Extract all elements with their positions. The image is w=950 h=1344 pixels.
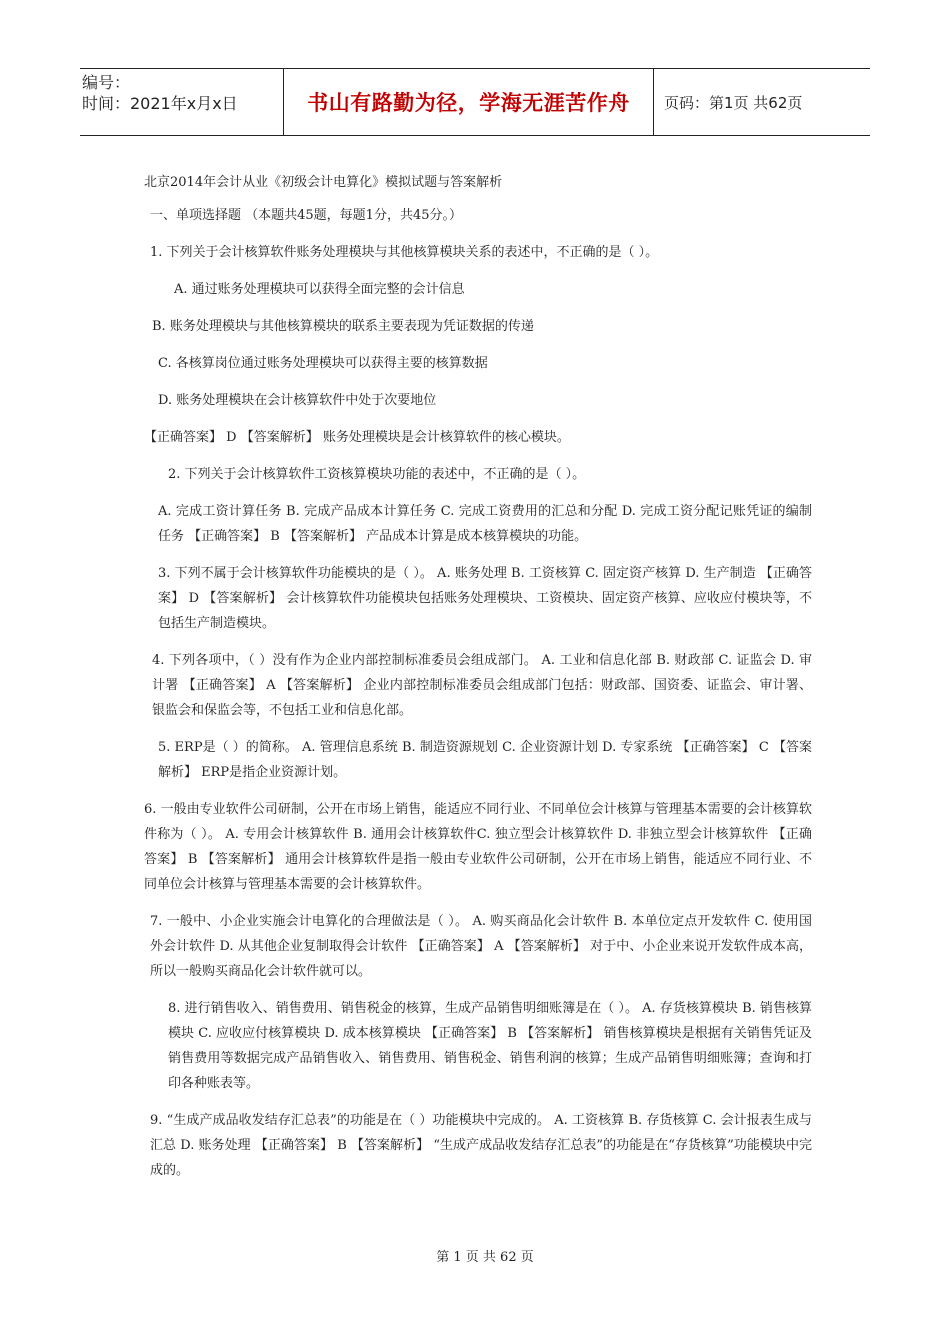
header-motto: 书山有路勤为径，学海无涯苦作舟: [284, 69, 654, 135]
document-body: [144, 170, 812, 1195]
document-title: 北京2014年会计从业《初级会计电算化》模拟试题与答案解析: [144, 175, 503, 190]
question-1-option-b: B. 账务处理模块与其他核算模块的联系主要表现为凭证数据的传递: [152, 319, 534, 334]
question-6-body: 6. 一般由专业软件公司研制，公开在市场上销售，能适应不同行业、不同单位会计核算与管理基本需要的会计核算软件称为（ ）。 A. 专用会计核算软件 B. 通用会计核算软件C. 独立型会计核算软件 D. 非独立型会计核算软件 【正确答案】 B 【答案解析】 通用会计核算软件是指一般由专业软件公司研制，公开在市场上销售，能适应不同行业、不同单位会计核算与管理基本需要的会计核算软件。: [144, 802, 812, 892]
question-9-body: 9. “生成产成品收发结存汇总表”的功能是在（ ）功能模块中完成的。 A. 工资核算 B. 存货核算 C. 会计报表生成与汇总 D. 账务处理 【正确答案】 B 【答案解析】 “生成产成品收发结存汇总表”的功能是在“存货核算”功能模块中完成的。: [150, 1113, 812, 1178]
header-meta: [80, 69, 284, 135]
page-footer: 第 1 页 共 62 页: [436, 1250, 534, 1265]
document-number-label: 编号：: [82, 73, 131, 92]
question-5-body: 5. ERP是（ ）的简称。 A. 管理信息系统 B. 制造资源规划 C. 企业资源计划 D. 专家系统 【正确答案】 C 【答案解析】 ERP是指企业资源计划。: [158, 740, 812, 780]
document-time-label: 时间：2021年x月x日: [82, 94, 238, 113]
section-heading: 一、单项选择题 （本题共45题，每题1分，共45分。）: [150, 208, 462, 223]
question-4-body: 4. 下列各项中，（ ）没有作为企业内部控制标准委员会组成部门。 A. 工业和信息化部 B. 财政部 C. 证监会 D. 审计署 【正确答案】 A 【答案解析】 企业内部控制标准委员会组成部门包括：财政部、国资委、证监会、审计署、银监会和保监会等，不包括工业和信息化部。: [152, 653, 812, 718]
question-2: 2. 下列关于会计核算软件工资核算模块功能的表述中，不正确的是（ ）。: [168, 467, 586, 482]
question-1-option-a: A. 通过账务处理模块可以获得全面完整的会计信息: [174, 282, 465, 297]
question-1-option-c: C. 各核算岗位通过账务处理模块可以获得主要的核算数据: [158, 356, 488, 371]
question-1: 1. 下列关于会计核算软件账务处理模块与其他核算模块关系的表述中，不正确的是（ ）。: [150, 245, 659, 260]
page-header: [80, 68, 870, 136]
question-1-option-d: D. 账务处理模块在会计核算软件中处于次要地位: [158, 393, 437, 408]
question-3-body: 3. 下列不属于会计核算软件功能模块的是（ ）。 A. 账务处理 B. 工资核算 C. 固定资产核算 D. 生产制造 【正确答案】 D 【答案解析】 会计核算软件功能模块包括账务处理模块、工资模块、固定资产核算、应收应付模块等，不包括生产制造模块。: [158, 566, 812, 631]
question-7-body: 7. 一般中、小企业实施会计电算化的合理做法是（ ）。 A. 购买商品化会计软件 B. 本单位定点开发软件 C. 使用国外会计软件 D. 从其他企业复制取得会计软件 【正确答案】 A 【答案解析】 对于中、小企业来说开发软件成本高，所以一般购买商品化会计软件就可以。: [150, 914, 812, 979]
question-8-body: 8. 进行销售收入、销售费用、销售税金的核算，生成产品销售明细账簿是在（ ）。 A. 存货核算模块 B. 销售核算模块 C. 应收应付核算模块 D. 成本核算模块 【正确答案】 B 【答案解析】 销售核算模块是根据有关销售凭证及销售费用等数据完成产品销售收入、销售费用、销售税金、销售利润的核算；生成产品销售明细账簿；查询和打印各种账表等。: [168, 1001, 812, 1091]
question-1-answer: 【正确答案】 D 【答案解析】 账务处理模块是会计核算软件的核心模块。: [144, 430, 570, 445]
question-2-body: A. 完成工资计算任务 B. 完成产品成本计算任务 C. 完成工资费用的汇总和分配 D. 完成工资分配记账凭证的编制任务 【正确答案】 B 【答案解析】 产品成本计算是成本核算模块的功能。: [158, 504, 812, 544]
header-page-info: 页码：第1页 共62页: [664, 93, 803, 112]
